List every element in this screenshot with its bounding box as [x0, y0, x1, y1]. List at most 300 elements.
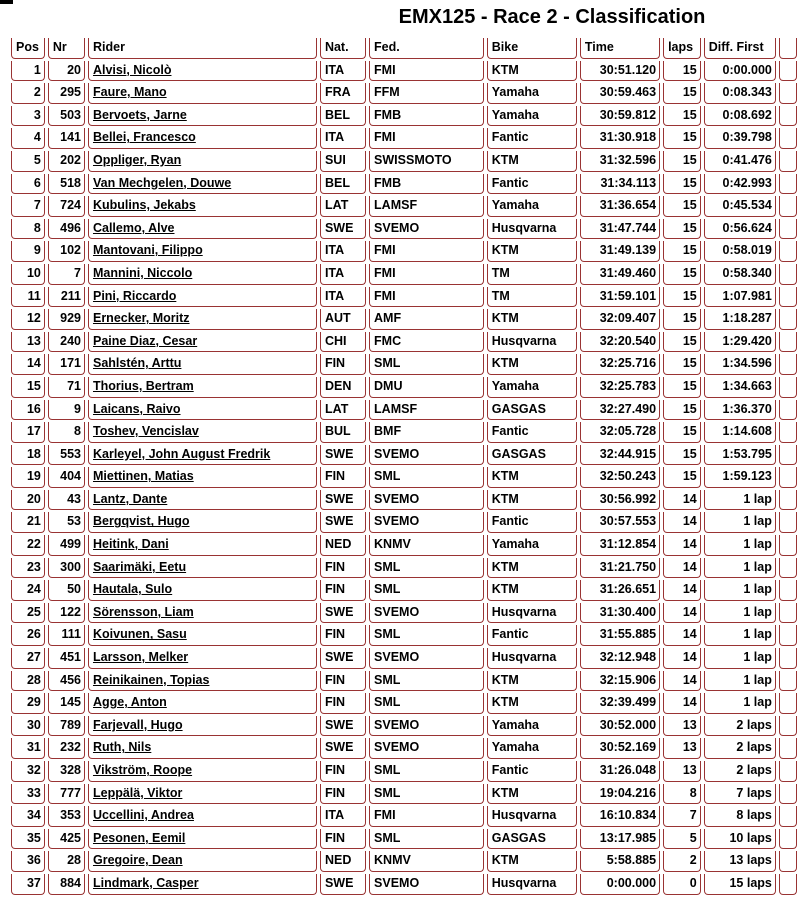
cell-rider: Hautala, Sulo [88, 580, 317, 601]
cell-fed: FMI [369, 61, 484, 82]
cell-rider: Uccellini, Andrea [88, 806, 317, 827]
cell-bike: Fantic [487, 512, 577, 533]
cell-bike: TM [487, 264, 577, 285]
cell-laps: 15 [663, 219, 701, 240]
cell-laps: 13 [663, 738, 701, 759]
cell-nat: SWE [320, 219, 366, 240]
cell-nat: BUL [320, 422, 366, 443]
cell-nat: SWE [320, 490, 366, 511]
cell-nat: SWE [320, 738, 366, 759]
cell-diff-first: 10 laps [704, 829, 776, 850]
table-row [11, 806, 797, 827]
cell-nr: 171 [48, 354, 85, 375]
table-row [11, 851, 797, 872]
cell-cutoff [779, 784, 797, 805]
cell-time: 32:20.540 [580, 332, 660, 353]
table-row [11, 671, 797, 692]
cell-time: 32:15.906 [580, 671, 660, 692]
cell-rider: Bergqvist, Hugo [88, 512, 317, 533]
col-header-bike: Bike [487, 38, 577, 59]
cell-bike: TM [487, 287, 577, 308]
cell-rider: Farjevall, Hugo [88, 716, 317, 737]
table-row [11, 784, 797, 805]
cell-bike: KTM [487, 151, 577, 172]
cell-nat: CHI [320, 332, 366, 353]
table-row [11, 354, 797, 375]
cell-laps: 0 [663, 874, 701, 895]
cell-bike: KTM [487, 558, 577, 579]
cell-laps: 15 [663, 83, 701, 104]
cell-bike: KTM [487, 693, 577, 714]
cell-cutoff [779, 196, 797, 217]
cell-bike: Yamaha [487, 738, 577, 759]
cell-pos: 13 [11, 332, 45, 353]
cell-laps: 15 [663, 241, 701, 262]
cell-rider: Mannini, Niccolo [88, 264, 317, 285]
cell-nat: ITA [320, 128, 366, 149]
cell-time: 32:12.948 [580, 648, 660, 669]
table-row [11, 648, 797, 669]
cell-laps: 14 [663, 490, 701, 511]
cell-pos: 21 [11, 512, 45, 533]
cell-nr: 503 [48, 106, 85, 127]
cell-laps: 8 [663, 784, 701, 805]
cell-nr: 496 [48, 219, 85, 240]
cell-rider: Koivunen, Sasu [88, 625, 317, 646]
cell-nr: 7 [48, 264, 85, 285]
cell-nat: NED [320, 851, 366, 872]
cell-cutoff [779, 558, 797, 579]
cell-bike: KTM [487, 671, 577, 692]
cell-diff-first: 1 lap [704, 671, 776, 692]
cell-cutoff [779, 241, 797, 262]
cell-time: 32:09.407 [580, 309, 660, 330]
cell-cutoff [779, 309, 797, 330]
cell-rider: Karleyel, John August Fredrik [88, 445, 317, 466]
cell-fed: SWISSMOTO [369, 151, 484, 172]
cell-pos: 7 [11, 196, 45, 217]
cell-nr: 929 [48, 309, 85, 330]
cell-time: 32:25.783 [580, 377, 660, 398]
cell-nat: BEL [320, 106, 366, 127]
cell-bike: Yamaha [487, 535, 577, 556]
col-header-cutoff [779, 38, 797, 59]
cell-bike: Yamaha [487, 106, 577, 127]
cell-nr: 777 [48, 784, 85, 805]
cell-pos: 30 [11, 716, 45, 737]
cell-time: 30:57.553 [580, 512, 660, 533]
cell-rider: Vikström, Roope [88, 761, 317, 782]
cell-bike: Yamaha [487, 196, 577, 217]
cell-cutoff [779, 174, 797, 195]
cell-bike: Fantic [487, 128, 577, 149]
cell-diff-first: 1:14.608 [704, 422, 776, 443]
cell-nr: 141 [48, 128, 85, 149]
cell-fed: SML [369, 761, 484, 782]
cell-pos: 26 [11, 625, 45, 646]
cell-cutoff [779, 128, 797, 149]
cell-time: 30:59.463 [580, 83, 660, 104]
cell-time: 19:04.216 [580, 784, 660, 805]
cell-cutoff [779, 806, 797, 827]
cell-time: 30:52.169 [580, 738, 660, 759]
cell-diff-first: 1 lap [704, 648, 776, 669]
cell-laps: 14 [663, 693, 701, 714]
cell-time: 31:32.596 [580, 151, 660, 172]
cell-diff-first: 1 lap [704, 490, 776, 511]
cell-time: 31:49.139 [580, 241, 660, 262]
cell-rider: Reinikainen, Topias [88, 671, 317, 692]
cell-cutoff [779, 264, 797, 285]
cell-nr: 724 [48, 196, 85, 217]
cell-laps: 15 [663, 467, 701, 488]
cell-diff-first: 15 laps [704, 874, 776, 895]
cell-nr: 145 [48, 693, 85, 714]
cell-nat: ITA [320, 61, 366, 82]
table-row [11, 264, 797, 285]
cell-bike: GASGAS [487, 829, 577, 850]
cell-laps: 15 [663, 264, 701, 285]
cell-pos: 23 [11, 558, 45, 579]
table-row [11, 445, 797, 466]
cell-bike: Yamaha [487, 377, 577, 398]
cell-rider: Ernecker, Moritz [88, 309, 317, 330]
cell-laps: 15 [663, 106, 701, 127]
cell-diff-first: 0:58.340 [704, 264, 776, 285]
cell-rider: Pini, Riccardo [88, 287, 317, 308]
cell-bike: Fantic [487, 422, 577, 443]
cell-diff-first: 0:45.534 [704, 196, 776, 217]
cell-nr: 122 [48, 603, 85, 624]
cell-cutoff [779, 61, 797, 82]
cell-nr: 53 [48, 512, 85, 533]
cell-time: 31:26.651 [580, 580, 660, 601]
table-row [11, 241, 797, 262]
table-row [11, 490, 797, 511]
cell-bike: KTM [487, 467, 577, 488]
cell-pos: 14 [11, 354, 45, 375]
cell-diff-first: 1:07.981 [704, 287, 776, 308]
cell-rider: Gregoire, Dean [88, 851, 317, 872]
cell-diff-first: 1:29.420 [704, 332, 776, 353]
table-row [11, 467, 797, 488]
cell-bike: Fantic [487, 761, 577, 782]
table-row [11, 625, 797, 646]
cell-nr: 300 [48, 558, 85, 579]
table-row [11, 693, 797, 714]
cell-nr: 240 [48, 332, 85, 353]
table-row [11, 151, 797, 172]
cell-pos: 15 [11, 377, 45, 398]
cell-fed: SML [369, 354, 484, 375]
cell-nr: 404 [48, 467, 85, 488]
cell-fed: FMI [369, 287, 484, 308]
cell-cutoff [779, 445, 797, 466]
cell-fed: SVEMO [369, 648, 484, 669]
cell-bike: KTM [487, 784, 577, 805]
cell-time: 31:21.750 [580, 558, 660, 579]
cell-bike: Husqvarna [487, 874, 577, 895]
cell-nr: 425 [48, 829, 85, 850]
cell-nr: 884 [48, 874, 85, 895]
cell-laps: 14 [663, 625, 701, 646]
col-header-nat: Nat. [320, 38, 366, 59]
cell-diff-first: 8 laps [704, 806, 776, 827]
cell-fed: SVEMO [369, 490, 484, 511]
cell-laps: 15 [663, 128, 701, 149]
cell-laps: 14 [663, 648, 701, 669]
cell-time: 31:12.854 [580, 535, 660, 556]
cell-bike: Husqvarna [487, 648, 577, 669]
col-header-pos: Pos [11, 38, 45, 59]
cell-time: 13:17.985 [580, 829, 660, 850]
cell-nr: 451 [48, 648, 85, 669]
cell-nat: ITA [320, 806, 366, 827]
col-header-time: Time [580, 38, 660, 59]
cell-time: 32:27.490 [580, 400, 660, 421]
cell-nat: FRA [320, 83, 366, 104]
cell-rider: Laicans, Raivo [88, 400, 317, 421]
cell-fed: SML [369, 671, 484, 692]
cell-fed: SML [369, 467, 484, 488]
cell-nat: SWE [320, 716, 366, 737]
cell-pos: 2 [11, 83, 45, 104]
cell-time: 31:30.400 [580, 603, 660, 624]
cell-rider: Lindmark, Casper [88, 874, 317, 895]
cell-nat: FIN [320, 625, 366, 646]
cell-nr: 50 [48, 580, 85, 601]
cell-fed: SML [369, 829, 484, 850]
cell-nr: 295 [48, 83, 85, 104]
cell-pos: 12 [11, 309, 45, 330]
cell-pos: 25 [11, 603, 45, 624]
cell-nr: 499 [48, 535, 85, 556]
cell-pos: 6 [11, 174, 45, 195]
cell-fed: FMB [369, 174, 484, 195]
cell-diff-first: 0:39.798 [704, 128, 776, 149]
cell-nr: 456 [48, 671, 85, 692]
table-row [11, 309, 797, 330]
cell-nat: FIN [320, 784, 366, 805]
col-header-rider: Rider [88, 38, 317, 59]
cell-rider: Paine Diaz, Cesar [88, 332, 317, 353]
cell-diff-first: 2 laps [704, 716, 776, 737]
cell-fed: FMI [369, 128, 484, 149]
table-row [11, 128, 797, 149]
cell-rider: Saarimäki, Eetu [88, 558, 317, 579]
cell-diff-first: 2 laps [704, 738, 776, 759]
cell-fed: SML [369, 625, 484, 646]
cell-fed: SVEMO [369, 738, 484, 759]
cell-nr: 211 [48, 287, 85, 308]
cell-cutoff [779, 422, 797, 443]
cell-nat: LAT [320, 400, 366, 421]
cell-laps: 15 [663, 196, 701, 217]
cell-rider: Pesonen, Eemil [88, 829, 317, 850]
cell-time: 30:59.812 [580, 106, 660, 127]
cell-rider: Bervoets, Jarne [88, 106, 317, 127]
cell-nr: 202 [48, 151, 85, 172]
cell-pos: 20 [11, 490, 45, 511]
cell-cutoff [779, 874, 797, 895]
cell-nat: FIN [320, 558, 366, 579]
cell-laps: 15 [663, 309, 701, 330]
cell-time: 31:55.885 [580, 625, 660, 646]
cell-pos: 36 [11, 851, 45, 872]
cell-nat: ITA [320, 287, 366, 308]
cell-nr: 8 [48, 422, 85, 443]
cell-time: 32:25.716 [580, 354, 660, 375]
classification-table-body [11, 61, 797, 895]
cell-laps: 14 [663, 580, 701, 601]
cell-cutoff [779, 829, 797, 850]
cell-bike: Husqvarna [487, 332, 577, 353]
cell-bike: KTM [487, 580, 577, 601]
cell-rider: Sahlstén, Arttu [88, 354, 317, 375]
cell-nat: DEN [320, 377, 366, 398]
cell-cutoff [779, 287, 797, 308]
cell-nat: LAT [320, 196, 366, 217]
cell-nr: 518 [48, 174, 85, 195]
cell-diff-first: 0:08.343 [704, 83, 776, 104]
cell-laps: 13 [663, 716, 701, 737]
cell-nr: 9 [48, 400, 85, 421]
cell-cutoff [779, 106, 797, 127]
cell-fed: SML [369, 580, 484, 601]
cell-laps: 15 [663, 422, 701, 443]
cell-time: 5:58.885 [580, 851, 660, 872]
cell-time: 31:49.460 [580, 264, 660, 285]
cell-diff-first: 13 laps [704, 851, 776, 872]
cell-fed: LAMSF [369, 400, 484, 421]
cell-cutoff [779, 512, 797, 533]
cell-fed: SVEMO [369, 512, 484, 533]
cell-pos: 31 [11, 738, 45, 759]
cell-diff-first: 0:58.019 [704, 241, 776, 262]
cell-cutoff [779, 151, 797, 172]
cell-laps: 15 [663, 354, 701, 375]
cell-fed: FMI [369, 806, 484, 827]
cell-time: 16:10.834 [580, 806, 660, 827]
cell-laps: 15 [663, 287, 701, 308]
cell-diff-first: 0:41.476 [704, 151, 776, 172]
cell-pos: 9 [11, 241, 45, 262]
table-row [11, 535, 797, 556]
cell-nr: 232 [48, 738, 85, 759]
cell-cutoff [779, 377, 797, 398]
cell-cutoff [779, 83, 797, 104]
cell-fed: AMF [369, 309, 484, 330]
cell-fed: KNMV [369, 851, 484, 872]
cell-rider: Larsson, Melker [88, 648, 317, 669]
cell-cutoff [779, 716, 797, 737]
cell-cutoff [779, 693, 797, 714]
cell-time: 32:05.728 [580, 422, 660, 443]
cell-diff-first: 1:34.663 [704, 377, 776, 398]
cell-laps: 15 [663, 332, 701, 353]
col-header-laps: laps [663, 38, 701, 59]
table-row [11, 738, 797, 759]
cell-diff-first: 1 lap [704, 625, 776, 646]
table-row [11, 558, 797, 579]
cell-pos: 17 [11, 422, 45, 443]
cell-fed: SVEMO [369, 874, 484, 895]
col-header-diff-first: Diff. First [704, 38, 776, 59]
cell-nat: FIN [320, 467, 366, 488]
cell-pos: 22 [11, 535, 45, 556]
cell-laps: 15 [663, 61, 701, 82]
col-header-fed: Fed. [369, 38, 484, 59]
cell-pos: 24 [11, 580, 45, 601]
cell-fed: SML [369, 784, 484, 805]
table-row [11, 332, 797, 353]
cell-rider: Heitink, Dani [88, 535, 317, 556]
cell-nat: SWE [320, 512, 366, 533]
cell-cutoff [779, 625, 797, 646]
cell-cutoff [779, 332, 797, 353]
cell-nat: BEL [320, 174, 366, 195]
cell-fed: FMI [369, 264, 484, 285]
cell-nat: FIN [320, 580, 366, 601]
cell-fed: SML [369, 693, 484, 714]
cell-time: 32:44.915 [580, 445, 660, 466]
cell-laps: 15 [663, 151, 701, 172]
cell-diff-first: 1:18.287 [704, 309, 776, 330]
cell-laps: 15 [663, 174, 701, 195]
cell-pos: 19 [11, 467, 45, 488]
table-row [11, 83, 797, 104]
cell-bike: KTM [487, 309, 577, 330]
cell-fed: FFM [369, 83, 484, 104]
cell-bike: KTM [487, 851, 577, 872]
cell-fed: KNMV [369, 535, 484, 556]
cell-cutoff [779, 580, 797, 601]
table-row [11, 61, 797, 82]
cell-pos: 3 [11, 106, 45, 127]
cell-rider: Toshev, Vencislav [88, 422, 317, 443]
cell-bike: KTM [487, 490, 577, 511]
cell-pos: 18 [11, 445, 45, 466]
cell-nr: 71 [48, 377, 85, 398]
cell-diff-first: 1 lap [704, 580, 776, 601]
cell-laps: 14 [663, 558, 701, 579]
cell-cutoff [779, 354, 797, 375]
cell-diff-first: 1 lap [704, 535, 776, 556]
cell-diff-first: 0:08.692 [704, 106, 776, 127]
cell-laps: 14 [663, 512, 701, 533]
cell-nat: SWE [320, 445, 366, 466]
cell-cutoff [779, 219, 797, 240]
cell-rider: Sörensson, Liam [88, 603, 317, 624]
cell-laps: 14 [663, 603, 701, 624]
cell-cutoff [779, 761, 797, 782]
table-row [11, 174, 797, 195]
cell-fed: SVEMO [369, 716, 484, 737]
cell-time: 31:36.654 [580, 196, 660, 217]
cell-pos: 1 [11, 61, 45, 82]
cell-bike: Husqvarna [487, 219, 577, 240]
cell-diff-first: 0:42.993 [704, 174, 776, 195]
classification-table [8, 36, 800, 897]
cell-pos: 16 [11, 400, 45, 421]
table-row [11, 219, 797, 240]
cell-bike: GASGAS [487, 400, 577, 421]
table-row [11, 196, 797, 217]
cell-bike: GASGAS [487, 445, 577, 466]
cell-bike: KTM [487, 241, 577, 262]
cell-diff-first: 1 lap [704, 558, 776, 579]
header-row [11, 38, 797, 59]
